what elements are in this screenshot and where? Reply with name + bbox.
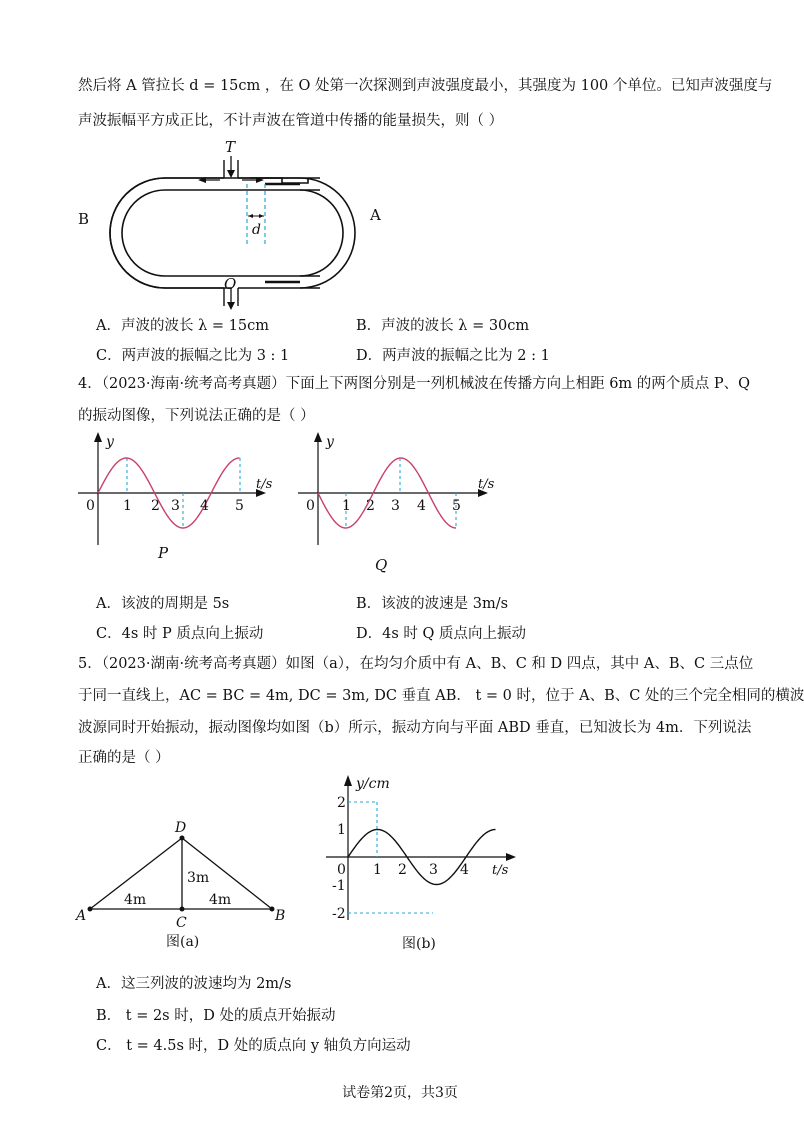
q4-option-c: C．4s 时 P 质点向上振动 [96, 626, 264, 642]
p-tick-1: 1 [123, 498, 132, 514]
graph-p [70, 430, 273, 570]
fig-a-ac-length: 4m [124, 892, 147, 908]
q5-stem-line2: 于同一直线上，AC = BC = 4m, DC = 3m, DC 垂直 AB． t = 0 时，位于 A、B、C 处的三个完全相同的横波 [78, 688, 804, 704]
fig-b-ytick-neg2: -2 [332, 906, 346, 922]
figure-a-triangle [76, 816, 296, 956]
tube-outer-left [110, 178, 308, 288]
q5-option-a: A．这三列波的波速均为 2m/s [96, 976, 292, 992]
p-xlabel: t/s [256, 477, 273, 492]
label-d: d [252, 222, 261, 238]
fig-a-dc-length: 3m [187, 870, 210, 886]
q-tick-5: 5 [452, 498, 461, 514]
p-tick-4: 4 [200, 498, 209, 514]
fig-b-ylabel: y/cm [356, 776, 390, 792]
q4-option-a: A．该波的周期是 5s [96, 596, 230, 612]
figure-b-graph [320, 770, 520, 956]
q4-stem-line1: 4．（2023·海南·统考高考真题）下面上下两图分别是一列机械波在传播方向上相距 6m 的两个质点 P、Q [78, 376, 751, 392]
tube-outer-right-arc [300, 178, 355, 288]
fig-b-ytick-2: 2 [337, 795, 346, 811]
label-b: B [78, 210, 90, 228]
q3-option-a: A．声波的波长 λ = 15cm [96, 318, 269, 334]
fig-a-label-b: B [275, 908, 286, 924]
fig-a-cb-length: 4m [209, 892, 232, 908]
q-origin: 0 [306, 498, 315, 514]
tube-outer-left-arc [110, 178, 165, 288]
fig-b-xtick-1: 1 [373, 862, 382, 878]
fig-a-label-d: D [175, 820, 187, 836]
page-footer: 试卷第2页，共3页 [342, 1085, 458, 1101]
q5-stem-line4: 正确的是（ ） [78, 750, 170, 766]
p-tick-2: 2 [151, 498, 160, 514]
label-o-text: O [224, 275, 237, 293]
fig-b-xtick-4: 4 [460, 862, 469, 878]
q3-stem-line1: 然后将 A 管拉长 d = 15cm ，在 O 处第一次探测到声波强度最小，其强度为 100 个单位。已知声波强度与 [78, 78, 773, 94]
q-tick-2: 2 [366, 498, 375, 514]
fig-b-ytick-1: 1 [337, 822, 346, 838]
fig-b-xtick-2: 2 [398, 862, 407, 878]
q3-option-d: D．两声波的振幅之比为 2 : 1 [356, 348, 550, 364]
fig-b-origin: 0 [337, 862, 346, 878]
fig-b-xlabel: t/s [492, 863, 509, 878]
q-xlabel: t/s [478, 477, 495, 492]
p-caption: P [158, 544, 169, 562]
p-origin: 0 [86, 498, 95, 514]
q5-stem-line1: 5．（2023·湖南·统考高考真题）如图（a），在均匀介质中有 A、B、C 和 D 四点，其中 A、B、C 三点位 [78, 656, 754, 672]
q4-option-b: B．该波的波速是 3m/s [356, 596, 509, 612]
label-t: T [225, 138, 236, 156]
fig-a-label-c: C [176, 915, 187, 931]
q-ylabel: y [326, 434, 334, 450]
q3-option-b: B．声波的波长 λ = 30cm [356, 318, 530, 334]
q5-option-c: C． t = 4.5s 时，D 处的质点向 y 轴负方向运动 [96, 1038, 411, 1054]
fig-b-caption: 图(b) [402, 936, 436, 952]
q3-option-c: C．两声波的振幅之比为 3 : 1 [96, 348, 290, 364]
label-a: A [370, 206, 381, 224]
q-tick-1: 1 [342, 498, 351, 514]
p-tick-5: 5 [235, 498, 244, 514]
q-tick-3: 3 [391, 498, 400, 514]
graph-q [290, 430, 500, 580]
fig-a-caption: 图(a) [166, 934, 200, 950]
q4-option-d: D．4s 时 Q 质点向上振动 [356, 626, 527, 642]
q5-option-b: B． t = 2s 时，D 处的质点开始振动 [96, 1008, 336, 1024]
fig-a-label-a: A [76, 908, 87, 924]
p-tick-3: 3 [171, 498, 180, 514]
q4-stem-line2: 的振动图像，下列说法正确的是（ ） [78, 408, 315, 424]
q3-stem-line2: 声波振幅平方成正比，不计声波在管道中传播的能量损失，则（ ） [78, 113, 504, 129]
fig-b-ytick-neg1: -1 [332, 878, 346, 894]
p-ylabel: y [106, 434, 114, 450]
fig-b-xtick-3: 3 [429, 862, 438, 878]
q5-stem-line3: 波源同时开始振动，振动图像均如图（b）所示，振动方向与平面 ABD 垂直，已知波长为 4m．下列说法 [78, 720, 752, 736]
q-caption: Q [375, 556, 388, 574]
q-tick-4: 4 [417, 498, 426, 514]
